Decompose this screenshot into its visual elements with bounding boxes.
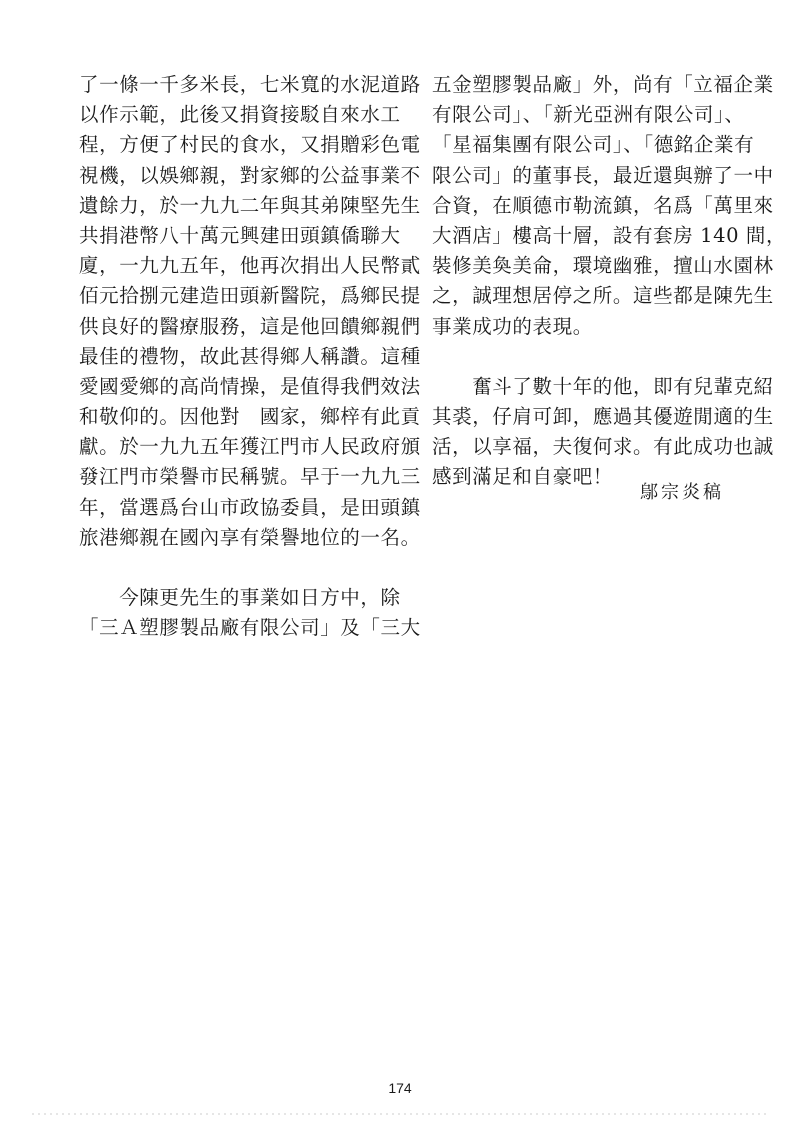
text-line: 奮斗了數十年的他，即有兒輩克紹: [432, 374, 774, 398]
left-column: [79, 70, 421, 643]
text-line: 共捐港幣八十萬元興建田頭鎮僑聯大: [79, 223, 401, 247]
text-line: 今陳更先生的事業如日方中，除: [79, 586, 401, 609]
text-line: 合資，在順德市勒流鎮，名爲「萬里來: [432, 193, 774, 217]
right-paragraph-1: [432, 70, 787, 342]
text-line: 其裘，仔肩可卸，應過其優遊閒適的生: [432, 404, 774, 428]
text-line: 視機，以娛鄉親，對家鄉的公益事業不: [79, 163, 421, 187]
right-paragraph-2: [432, 372, 774, 493]
text-line: 程，方便了村民的食水，又捐贈彩色電: [79, 133, 421, 157]
text-line: 旅港鄉親在國內享有榮譽地位的一名。: [79, 525, 421, 549]
text-line: 供良好的醫療服務，這是他回饋鄉親們: [79, 314, 421, 338]
text-line: 獻。於一九九五年獲江門市人民政府頒: [79, 435, 421, 459]
text-line: 事業成功的表現。: [432, 314, 593, 338]
text-line: 感到滿足和自豪吧！: [432, 465, 613, 489]
text-line: 以作示範，此後又捐資接駁自來水工: [79, 103, 401, 127]
text-line: 愛國愛鄉的高尚情操，是值得我們效法: [79, 374, 421, 398]
text-line: 限公司」的董事長，最近還與辦了一中: [432, 163, 774, 187]
text-line: 發江門市榮譽市民稱號。早于一九九三: [79, 465, 421, 489]
text-line: 裝修美奐美侖，環境幽雅，擅山水園林: [432, 254, 774, 278]
paragraph-spacer: [79, 553, 409, 583]
page-number: 174: [388, 1080, 412, 1096]
text-line: 最佳的禮物，故此甚得鄉人稱讚。這種: [79, 344, 421, 368]
text-line: 了一條一千多米長，七米寬的水泥道路: [79, 73, 421, 96]
text-line: 和敬仰的。因他對 國家，鄉梓有此貢: [79, 405, 421, 429]
text-line: 大酒店」樓高十層，設有套房 140 間，: [432, 223, 787, 247]
right-column: [432, 70, 787, 492]
author-signature: 鄔宗炎稿: [640, 482, 724, 503]
text-line: 之，誠理想居停之所。這些都是陳先生: [432, 284, 774, 308]
text-line: 「三Ａ塑膠製品廠有限公司」及「三大: [79, 616, 421, 640]
text-line: 活，以享福，夫復何求。有此成功也誠: [432, 435, 774, 459]
text-line: 五金塑膠製品廠」外，尚有「立福企業: [432, 73, 774, 96]
paragraph-spacer: [432, 342, 762, 372]
left-paragraph-2: [79, 583, 421, 643]
scan-artifact: [30, 1112, 770, 1116]
text-line: 廈，一九九五年，他再次捐出人民幣貳: [79, 254, 421, 278]
text-line: 年，當選爲台山市政協委員，是田頭鎮: [79, 495, 421, 519]
text-line: 遺餘力，於一九九二年與其弟陳堅先生: [79, 193, 421, 217]
left-paragraph-1: [79, 70, 421, 553]
text-line: 佰元拾捌元建造田頭新醫院，爲鄉民提: [79, 284, 421, 308]
text-line: 「星福集團有限公司」、「德銘企業有: [432, 133, 755, 157]
text-line: 有限公司」、「新光亞洲有限公司」、: [432, 103, 745, 127]
